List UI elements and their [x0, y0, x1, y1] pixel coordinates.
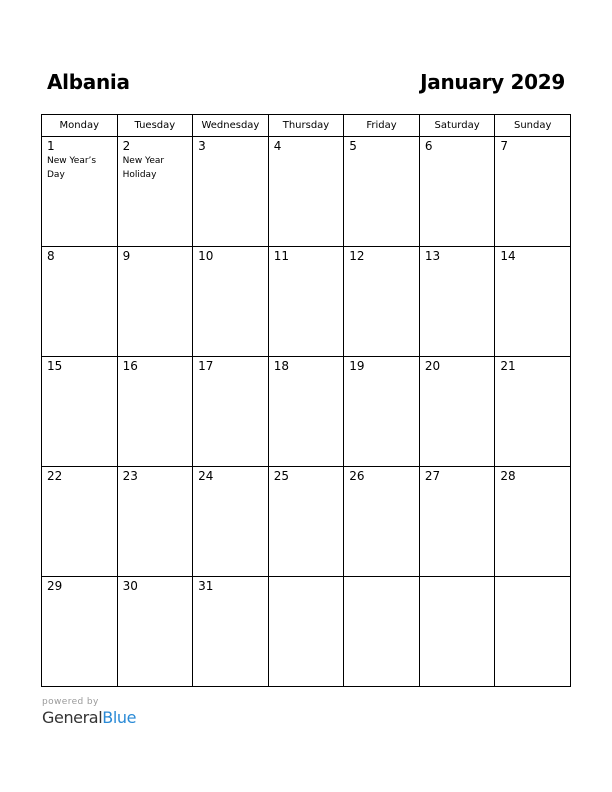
day-cell: [42, 137, 118, 247]
holiday-label: [344, 153, 419, 154]
country-title: Albania: [47, 70, 130, 94]
day-number: 19: [349, 359, 365, 373]
day-number: 1: [47, 139, 55, 153]
day-cell: [42, 467, 118, 577]
week-row: [42, 357, 571, 467]
holiday-label: New Year’s Day: [47, 156, 97, 180]
day-cell: [419, 247, 495, 357]
day-cell: [419, 357, 495, 467]
day-number: 24: [198, 469, 214, 483]
day-cell-empty: [344, 577, 420, 687]
calendar-grid: [41, 114, 571, 687]
day-cell: [268, 247, 344, 357]
holiday-label: New Year Holiday: [122, 156, 165, 180]
day-number: 17: [198, 359, 214, 373]
day-number: 3: [198, 139, 206, 153]
day-cell: [117, 137, 193, 247]
holiday-label: [193, 153, 268, 154]
weekday-tuesday: Tuesday: [117, 115, 193, 137]
day-number: 20: [424, 359, 441, 373]
day-number: 13: [424, 249, 441, 263]
day-number: 31: [198, 579, 214, 593]
day-number: 21: [500, 359, 516, 373]
day-number: 5: [349, 139, 357, 153]
day-cell: [42, 247, 118, 357]
weekday-sunday: Sunday: [495, 115, 571, 137]
powered-by-text: powered by: [42, 697, 99, 707]
day-number: 11: [273, 249, 289, 263]
day-cell: [419, 467, 495, 577]
logo-general: General: [42, 708, 103, 727]
generalblue-logo[interactable]: [42, 708, 136, 727]
footer-branding: [42, 697, 136, 727]
day-number: 28: [500, 469, 516, 483]
day-number: 8: [47, 249, 55, 263]
day-cell: [193, 137, 269, 247]
day-number: 14: [500, 249, 516, 263]
day-number: 6: [424, 139, 433, 153]
day-cell: [42, 577, 118, 687]
day-cell: [344, 137, 420, 247]
weekday-saturday: Saturday: [419, 115, 495, 137]
day-number: 29: [47, 579, 63, 593]
month-title: January 2029: [420, 70, 565, 94]
week-row: [42, 577, 571, 687]
day-number: 9: [122, 249, 131, 263]
weekday-thursday: Thursday: [268, 115, 344, 137]
day-cell: [344, 467, 420, 577]
day-number: 4: [273, 139, 282, 153]
day-cell: [268, 467, 344, 577]
day-cell: [193, 357, 269, 467]
day-cell: [117, 357, 193, 467]
day-cell: [117, 467, 193, 577]
day-cell: [42, 357, 118, 467]
day-cell-empty: [495, 577, 571, 687]
day-cell: [193, 247, 269, 357]
weekday-friday: Friday: [344, 115, 420, 137]
day-number: 26: [349, 469, 365, 483]
day-number: 27: [424, 469, 441, 483]
day-cell: [268, 357, 344, 467]
weekday-wednesday: Wednesday: [193, 115, 269, 137]
weekday-monday: Monday: [42, 115, 118, 137]
weekday-header-row: [42, 115, 571, 137]
day-number: 25: [273, 469, 289, 483]
logo-blue: Blue: [102, 708, 137, 727]
day-number: 2: [122, 139, 131, 153]
day-number: 16: [122, 359, 138, 373]
day-number: 7: [500, 139, 509, 153]
day-number: 12: [349, 249, 365, 263]
day-cell: [495, 357, 571, 467]
day-number: 10: [198, 249, 214, 263]
day-cell: [193, 467, 269, 577]
day-cell: [495, 467, 571, 577]
day-cell: [495, 137, 571, 247]
holiday-label: [269, 153, 344, 154]
day-number: 30: [122, 579, 138, 593]
day-number: 15: [47, 359, 63, 373]
holiday-label: [495, 153, 570, 154]
day-cell: [495, 247, 571, 357]
day-cell-empty: [268, 577, 344, 687]
holiday-label: [420, 153, 495, 154]
day-cell: [117, 577, 193, 687]
week-row: [42, 247, 571, 357]
day-cell: [344, 247, 420, 357]
day-cell: [117, 247, 193, 357]
week-row: [42, 467, 571, 577]
day-number: 22: [47, 469, 63, 483]
day-cell: [268, 137, 344, 247]
day-cell: [419, 137, 495, 247]
day-cell: [344, 357, 420, 467]
day-cell: [193, 577, 269, 687]
day-cell-empty: [419, 577, 495, 687]
day-number: 23: [122, 469, 138, 483]
day-number: 18: [273, 359, 289, 373]
week-row: [42, 137, 571, 247]
